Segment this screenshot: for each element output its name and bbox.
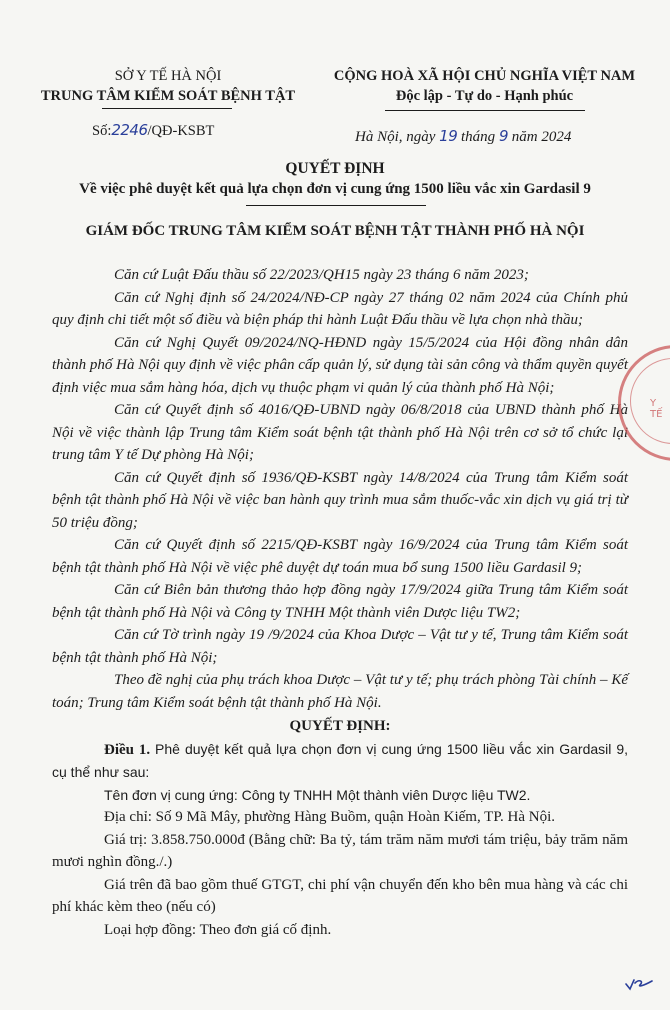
subtitle-underline: [246, 205, 426, 206]
director-heading: GIÁM ĐỐC TRUNG TÂM KIỂM SOÁT BỆNH TẬT THÀNH PHỐ HÀ NỘI: [85, 223, 585, 239]
document-title: QUYẾT ĐỊNH: [285, 160, 385, 177]
national-motto: Độc lập - Tự do - Hạnh phúc: [395, 88, 574, 104]
date-month-label: tháng: [461, 129, 496, 145]
price-note: Giá trên đã bao gồm thuế GTGT, chi phí vận chuyển đến kho bên mua hàng và các chi phí khác kèm theo (nếu có): [52, 876, 628, 915]
decision-heading: QUYẾT ĐỊNH:: [289, 718, 391, 734]
document-subtitle: Về việc phê duyệt kết quả lựa chọn đơn vị cung ứng 1500 liều vắc xin Gardasil 9: [79, 181, 591, 197]
contract-type: Loại hợp đồng: Theo đơn giá cố định.: [104, 921, 332, 938]
doc-number-prefix: Số:: [92, 123, 112, 139]
date-year: năm 2024: [511, 129, 572, 145]
agency-name: TRUNG TÂM KIỂM SOÁT BỆNH TẬT: [40, 88, 296, 104]
document-body: [52, 264, 628, 941]
article-1: [52, 738, 628, 784]
preamble-clause: Căn cứ Luật Đấu thầu số 22/2023/QH15 ngày 23 tháng 6 năm 2023;: [114, 267, 529, 283]
agency-underline: [102, 108, 232, 109]
preamble-clause: Căn cứ Tờ trình ngày 19 /9/2024 của Khoa Dược – Vật tư y tế, Trung tâm Kiểm soát bệnh tật thành phố Hà Nội;: [52, 627, 628, 666]
preamble-clause: Theo đề nghị của phụ trách khoa Dược – Vật tư y tế; phụ trách phòng Tài chính – Kế toán; Trung tâm Kiểm soát bệnh tật thành phố Hà Nội.: [52, 672, 628, 711]
doc-number-handwritten: 2246: [111, 121, 148, 139]
motto-underline: [385, 110, 585, 111]
handwritten-initial-icon: [624, 972, 654, 992]
document-date: [355, 127, 571, 146]
preamble-clause: Căn cứ Nghị Quyết 09/2024/NQ-HĐND ngày 15/5/2024 của Hội đồng nhân dân thành phố Hà Nội quy định về việc phân cấp quản lý, sử dụng tài sản công và thẩm quyền quyết định việc mua sắm hàng hóa, dịch vụ thuộc phạm vi quản lý của thành phố Hà Nội;: [52, 334, 628, 396]
document-number: [92, 121, 214, 140]
date-month: 9: [498, 127, 508, 145]
doc-number-suffix: /QĐ-KSBT: [147, 123, 215, 139]
stamp-text: Y TẾ: [650, 398, 663, 420]
date-prefix: Hà Nội, ngày: [355, 129, 436, 145]
article-1-label: Điều 1.: [104, 741, 151, 758]
supplier-name: Tên đơn vị cung ứng: Công ty TNHH Một thành viên Dược liệu TW2.: [104, 786, 531, 803]
issuing-agency: [18, 66, 318, 106]
preamble-clause: Căn cứ Biên bản thương thảo hợp đồng ngày 17/9/2024 giữa Trung tâm Kiểm soát bệnh tật thành phố Hà Nội và Công ty TNHH Một thành viên Dược liệu TW2;: [52, 582, 628, 621]
article-1-text: Phê duyệt kết quả lựa chọn đơn vị cung ứng 1500 liều vắc xin Gardasil 9, cụ thể như sau:: [52, 740, 629, 780]
country-name: CỘNG HOÀ XÃ HỘI CHỦ NGHĨA VIỆT NAM: [333, 68, 636, 84]
agency-parent: SỞ Y TẾ HÀ NỘI: [114, 68, 222, 84]
preamble-clause: Căn cứ Nghị định số 24/2024/NĐ-CP ngày 27 tháng 02 năm 2024 của Chính phủ quy định chi tiết một số điều và biện pháp thi hành Luật Đấu thầu về lựa chọn nhà thầu;: [52, 289, 628, 328]
national-heading: [312, 66, 657, 106]
preamble-clause: Căn cứ Quyết định số 2215/QĐ-KSBT ngày 16/9/2024 của Trung tâm Kiểm soát bệnh tật thành phố Hà Nội về việc phê duyệt dự toán mua bổ sung 1500 liều Gardasil 9;: [52, 537, 628, 576]
supplier-address: Địa chỉ: Số 9 Mã Mây, phường Hàng Buồm, quận Hoàn Kiếm, TP. Hà Nội.: [104, 809, 556, 825]
preamble-clause: Căn cứ Quyết định số 4016/QĐ-UBND ngày 06/8/2018 của UBND thành phố Hà Nội về việc thành lập Trung tâm Kiểm soát bệnh tật thành phố Hà Nội trên cơ sở tổ chức lại trung tâm Y tế Dự phòng Hà Nội;: [52, 402, 628, 463]
date-day: 19: [439, 127, 458, 145]
preamble-clause: Căn cứ Quyết định số 1936/QĐ-KSBT ngày 14/8/2024 của Trung tâm Kiểm soát bệnh tật thành phố Hà Nội về việc ban hành quy trình mua sắm thuốc-vắc xin dịch vụ giá trị từ 50 triệu đồng;: [52, 469, 628, 531]
contract-price: Giá trị: 3.858.750.000đ (Bằng chữ: Ba tỷ, tám trăm năm mươi tám triệu, bảy trăm năm mươi nghìn đồng./.): [52, 831, 628, 870]
